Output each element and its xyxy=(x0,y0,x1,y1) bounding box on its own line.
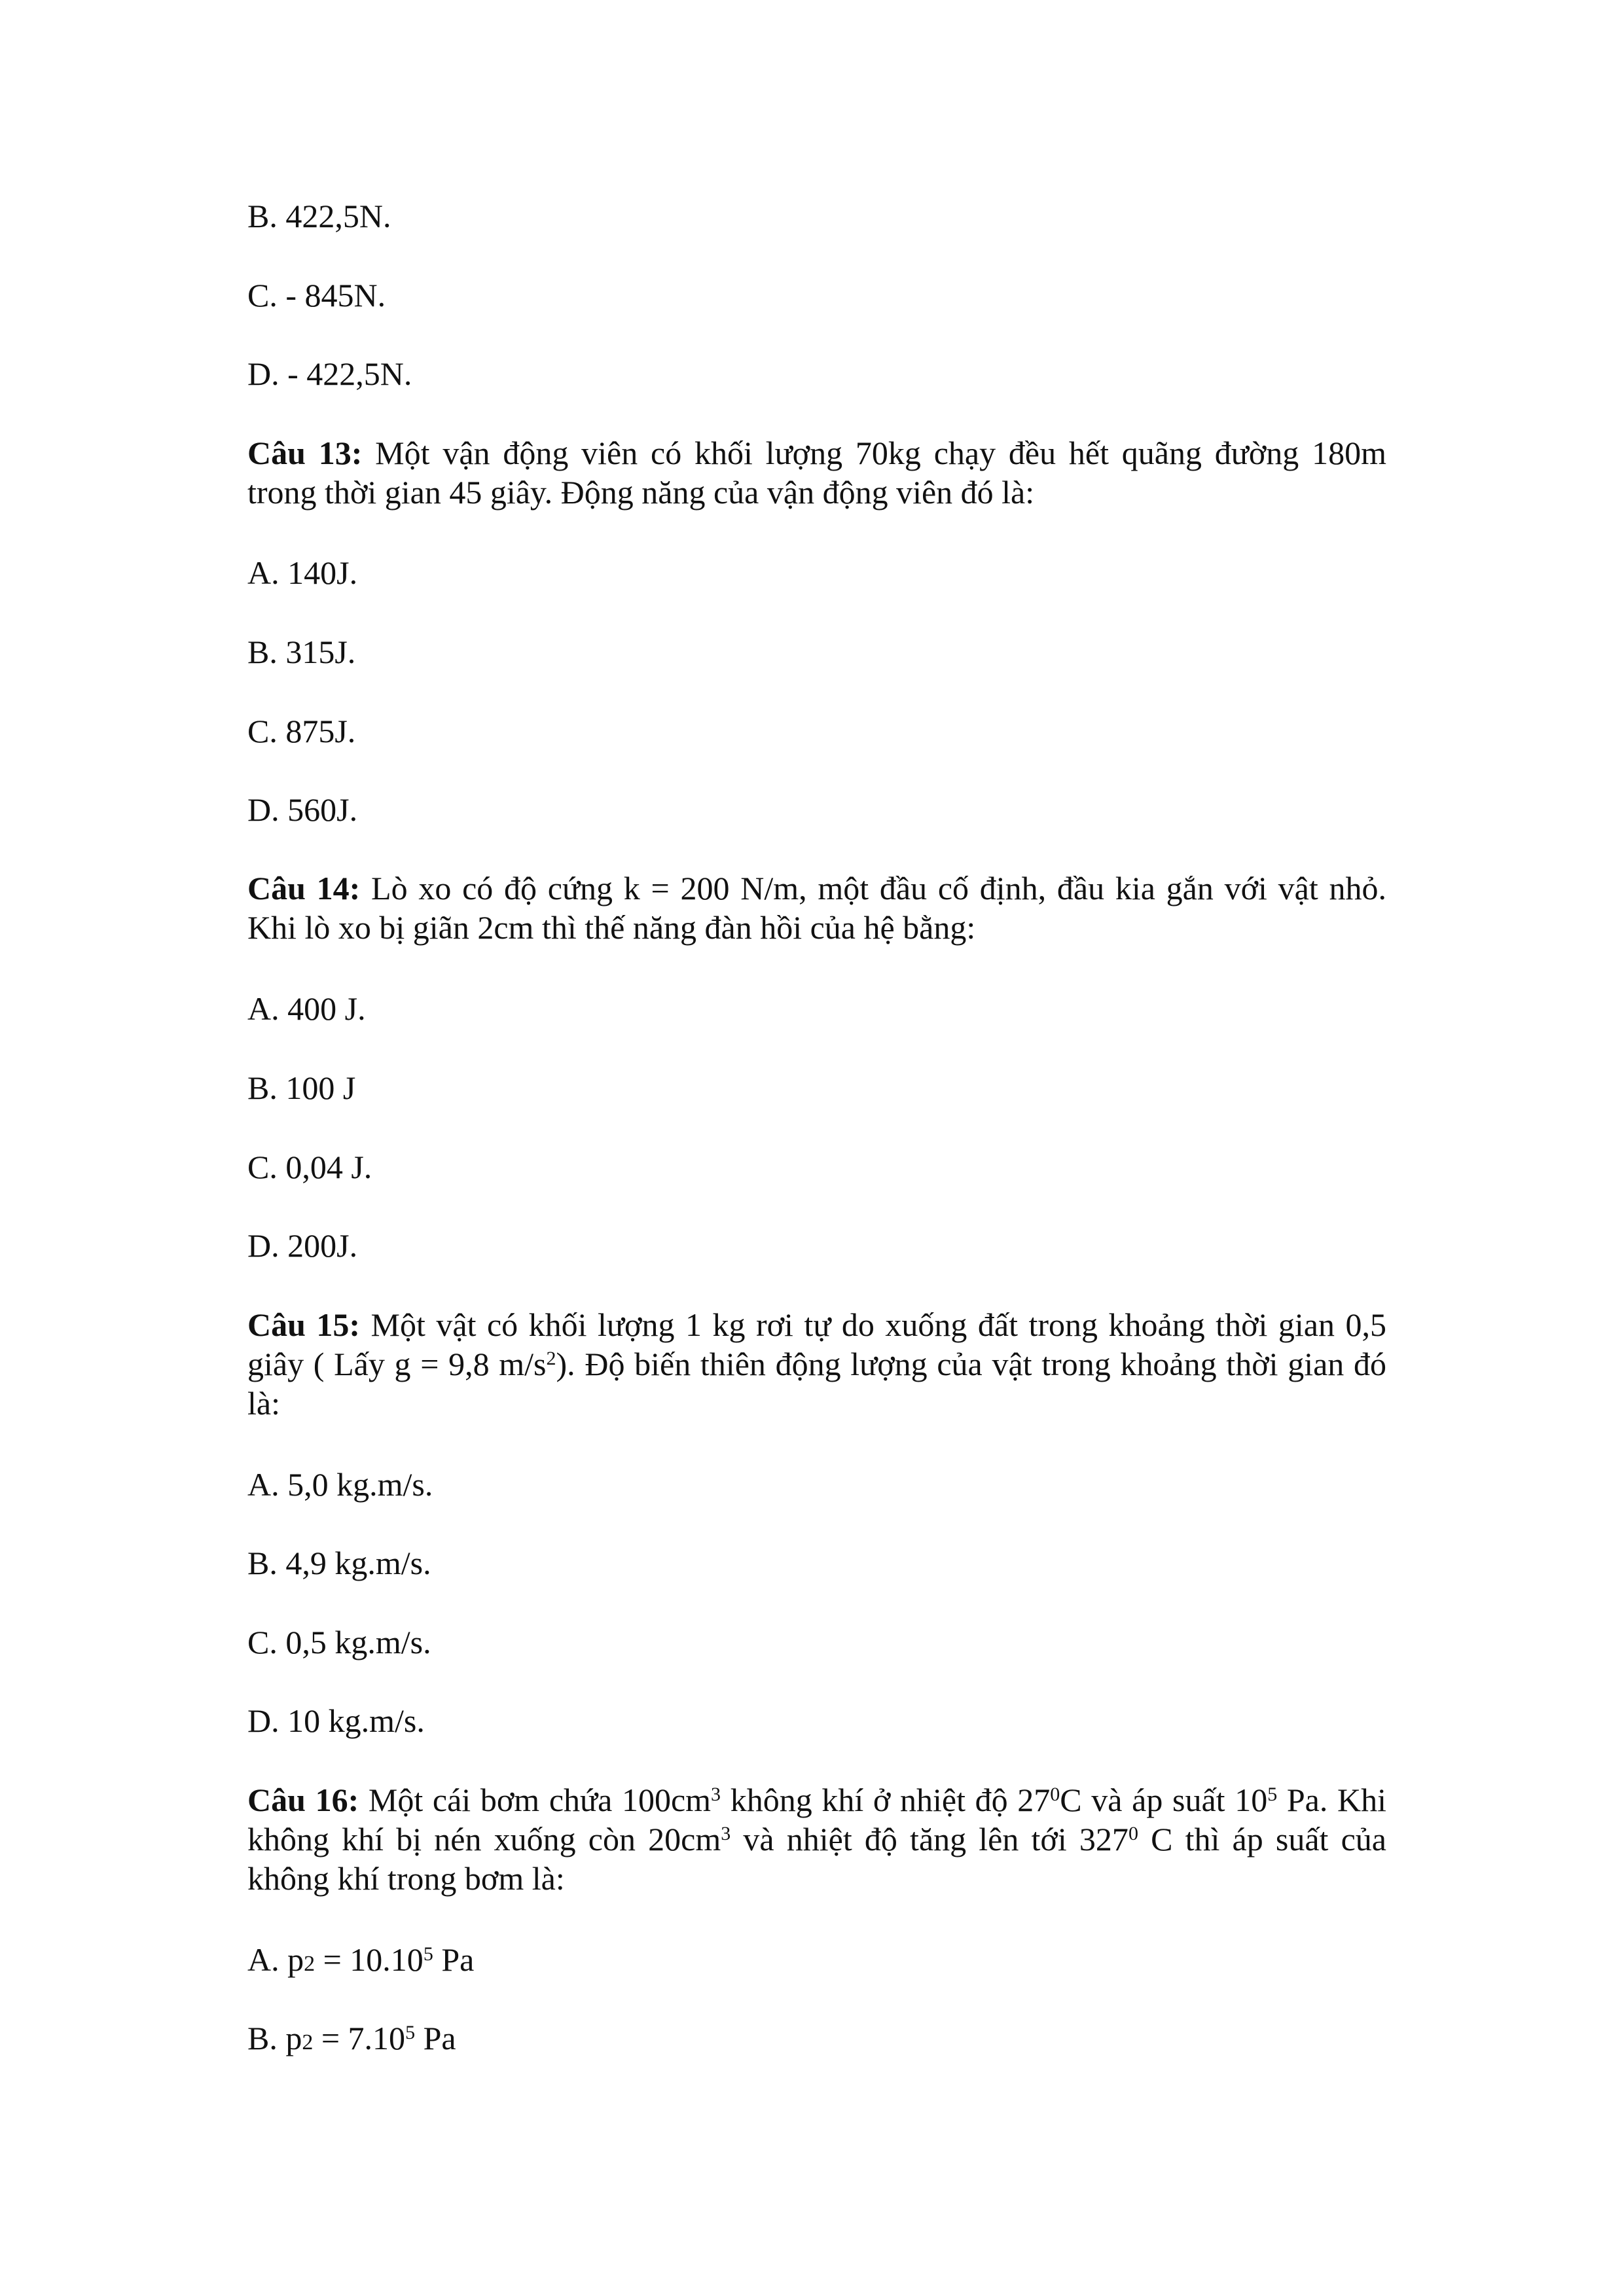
q16-option-a xyxy=(247,1940,474,1984)
q15-text-2: ). Độ biến thiên động lượng của vật trong khoảng thời gian đó là: xyxy=(247,1346,1386,1422)
q16-text-2: không khí ở nhiệt độ 27 xyxy=(721,1782,1051,1818)
q13-label: Câu 13: xyxy=(247,435,363,471)
q16-sup-1: 3 xyxy=(711,1784,721,1805)
q15-stem xyxy=(247,1305,1386,1423)
q16-a-sup: 5 xyxy=(423,1943,433,1965)
q15-option-d: D. 10 kg.m/s. xyxy=(247,1702,425,1739)
q16-text-1: Một cái bơm chứa 100cm xyxy=(359,1782,712,1818)
q13-text: Một vận động viên có khối lượng 70kg chạy đều hết quãng đường 180m trong thời gian 45 giây. Động năng của vận động viên đó là: xyxy=(247,435,1386,511)
q14-option-a: A. 400 J. xyxy=(247,990,366,1027)
q16-sup-4: 3 xyxy=(721,1823,731,1844)
q16-text-5: và nhiệt độ tăng lên tới 327 xyxy=(731,1821,1128,1857)
q16-sup-2: 0 xyxy=(1050,1784,1060,1805)
q12-option-b: B. 422,5N. xyxy=(247,198,391,234)
q12-option-d: D. - 422,5N. xyxy=(247,355,412,392)
q16-b-sub: 2 xyxy=(302,2030,314,2054)
q15-text-1: Một vật có khối lượng 1 kg rơi tự do xuống đất trong khoảng thời gian 0,5 giây ( Lấy g = 9,8 m/s xyxy=(247,1306,1386,1382)
q16-option-b xyxy=(247,2018,456,2062)
q15-option-b: B. 4,9 kg.m/s. xyxy=(247,1545,431,1581)
q16-label: Câu 16: xyxy=(247,1782,359,1818)
q16-text-3: C và áp suất 10 xyxy=(1060,1782,1268,1818)
q14-label: Câu 14: xyxy=(247,870,361,906)
q14-text: Lò xo có độ cứng k = 200 N/m, một đầu cố định, đầu kia gắn với vật nhỏ. Khi lò xo bị giãn 2cm thì thế năng đàn hồi của hệ bằng: xyxy=(247,870,1386,946)
q15-superscript: 2 xyxy=(546,1348,556,1369)
q15-option-a: A. 5,0 kg.m/s. xyxy=(247,1466,433,1503)
q16-b-mid: = 7.10 xyxy=(313,2020,406,2056)
q16-a-mid: = 10.10 xyxy=(315,1941,424,1978)
q14-option-b: B. 100 J xyxy=(247,1069,356,1106)
q13-stem xyxy=(247,433,1386,512)
q13-option-b: B. 315J. xyxy=(247,634,356,670)
q16-a-post: Pa xyxy=(433,1941,475,1978)
q14-option-c: C. 0,04 J. xyxy=(247,1149,372,1185)
q13-option-a: A. 140J. xyxy=(247,554,358,591)
q14-option-d: D. 200J. xyxy=(247,1227,358,1264)
q12-option-c: C. - 845N. xyxy=(247,277,386,314)
q16-stem xyxy=(247,1780,1386,1898)
q14-stem xyxy=(247,869,1386,947)
q16-a-pre: A. p xyxy=(247,1941,304,1978)
q15-option-c: C. 0,5 kg.m/s. xyxy=(247,1624,431,1660)
q16-b-sup: 5 xyxy=(405,2022,416,2043)
q15-label: Câu 15: xyxy=(247,1306,361,1343)
q16-b-pre: B. p xyxy=(247,2020,302,2056)
q13-option-c: C. 875J. xyxy=(247,713,356,749)
q16-sup-5: 0 xyxy=(1128,1823,1138,1844)
q16-a-sub: 2 xyxy=(304,1952,316,1976)
q13-option-d: D. 560J. xyxy=(247,791,358,828)
q16-sup-3: 5 xyxy=(1267,1784,1278,1805)
q16-text-4: Pa. Khi không khí bị nén xuống còn 20cm xyxy=(247,1782,1387,1857)
q16-b-post: Pa xyxy=(415,2020,456,2056)
q16-text-6: C thì áp suất của không khí trong bơm là: xyxy=(247,1821,1386,1897)
